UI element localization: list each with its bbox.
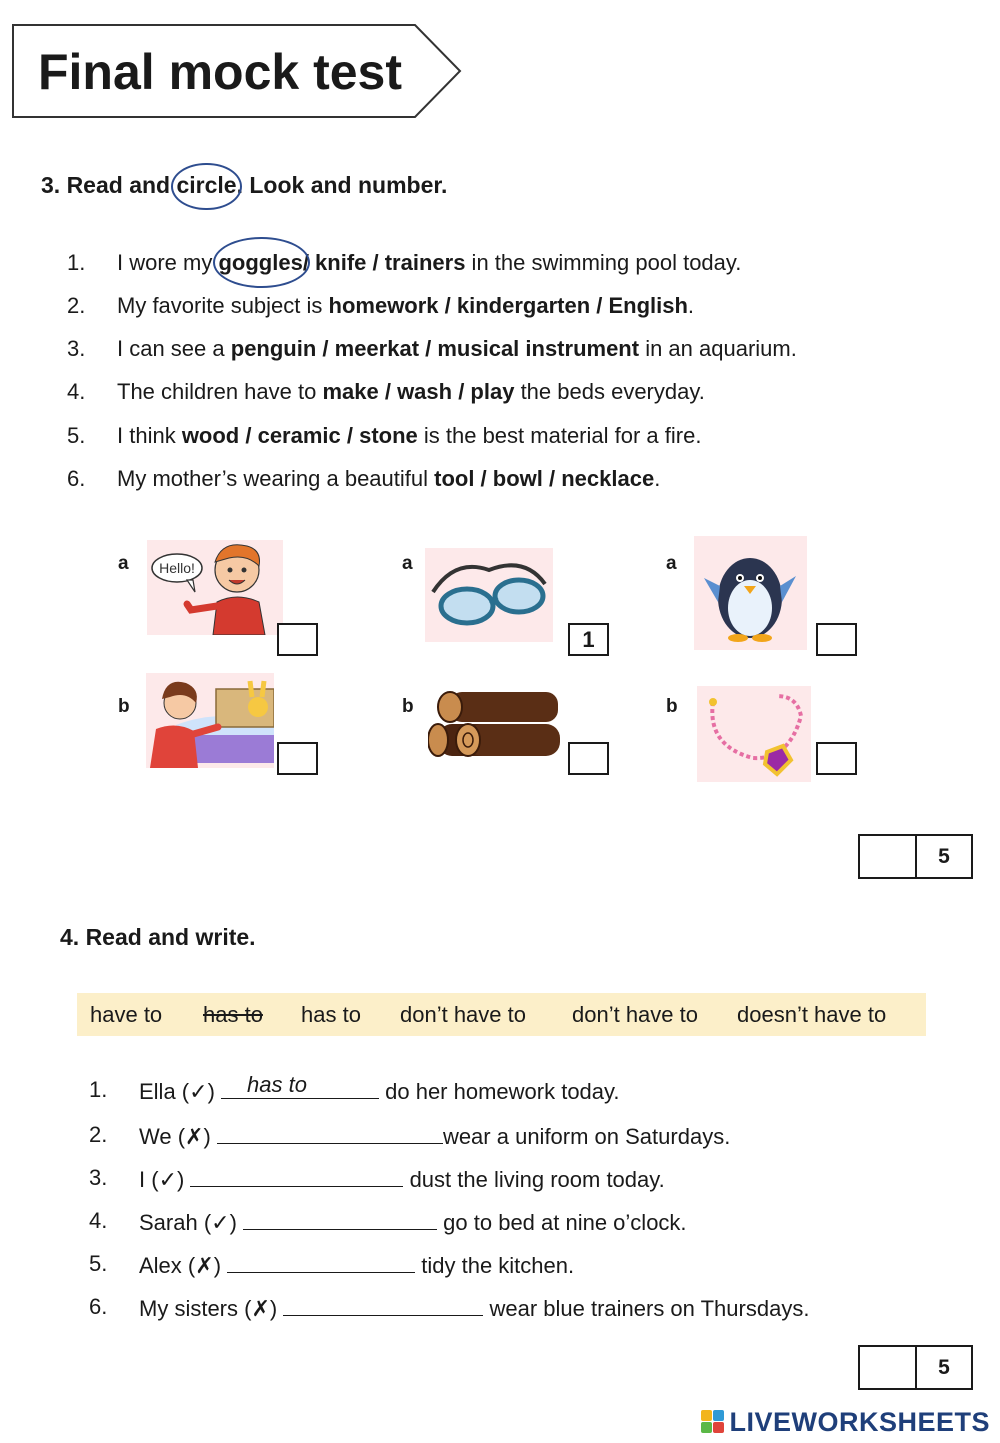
answer-blank[interactable] xyxy=(227,1250,415,1273)
word-bank-item: doesn’t have to xyxy=(737,1001,887,1027)
speech-bubble-text: Hello! xyxy=(159,560,195,576)
word-bank-item: has to xyxy=(301,1001,361,1027)
answer-box[interactable] xyxy=(277,623,318,656)
wood-logs-picture xyxy=(428,684,566,770)
choice-options[interactable]: make / wash / play xyxy=(322,379,515,404)
choice-options[interactable]: homework / kindergarten / English xyxy=(328,293,688,318)
answer-blank[interactable] xyxy=(283,1293,483,1316)
choice-options[interactable]: wood / ceramic / stone xyxy=(181,423,418,448)
score-input[interactable] xyxy=(860,1347,917,1388)
answer-box[interactable] xyxy=(277,742,318,775)
answer-blank[interactable] xyxy=(217,1121,443,1144)
picture-letter: b xyxy=(402,696,414,717)
word-bank-item: don’t have to xyxy=(572,1001,698,1027)
page-title: Final mock test xyxy=(38,44,402,100)
section-4-heading: 4. Read and write. xyxy=(60,924,256,950)
picture-letter: a xyxy=(118,553,129,574)
answer-blank[interactable]: has to xyxy=(221,1076,379,1099)
picture-letter: b xyxy=(666,696,678,717)
answer-box[interactable] xyxy=(816,742,857,775)
answer-box[interactable] xyxy=(816,623,857,656)
circled-word: circle xyxy=(176,172,237,198)
picture-letter: a xyxy=(402,553,413,574)
girl-bed-picture xyxy=(146,673,274,768)
section-3-heading: 3. Read and circle. Look and number. xyxy=(41,172,448,198)
choice-options[interactable]: tool / bowl / necklace xyxy=(434,466,655,491)
goggles-picture xyxy=(425,548,553,642)
boy-hello-picture xyxy=(147,540,283,635)
penguin-picture xyxy=(694,536,807,650)
answer-blank[interactable] xyxy=(190,1164,403,1187)
word-bank-item-used: has to xyxy=(203,1001,263,1027)
liveworksheets-logo xyxy=(701,1405,990,1439)
necklace-picture xyxy=(697,686,811,782)
score-input[interactable] xyxy=(860,836,917,877)
section-4-score-box xyxy=(858,1345,973,1390)
choice-options[interactable]: penguin / meerkat / musical instrument xyxy=(230,336,640,361)
word-bank xyxy=(77,993,926,1036)
answer-box[interactable] xyxy=(568,742,609,775)
score-total: 5 xyxy=(938,1355,950,1379)
answer-box[interactable]: 1 xyxy=(568,623,609,656)
word-bank-item: don’t have to xyxy=(400,1001,526,1027)
logo-blocks-icon xyxy=(701,1410,725,1434)
picture-letter: a xyxy=(666,553,677,574)
answer-blank[interactable] xyxy=(243,1207,437,1230)
section-3-score-box xyxy=(858,834,973,879)
picture-letter: b xyxy=(118,696,130,717)
logo-text: LIVEWORKSHEETS xyxy=(729,1406,990,1437)
score-total: 5 xyxy=(938,844,950,868)
word-bank-item: have to xyxy=(90,1001,163,1027)
circled-answer: goggles xyxy=(218,250,303,275)
